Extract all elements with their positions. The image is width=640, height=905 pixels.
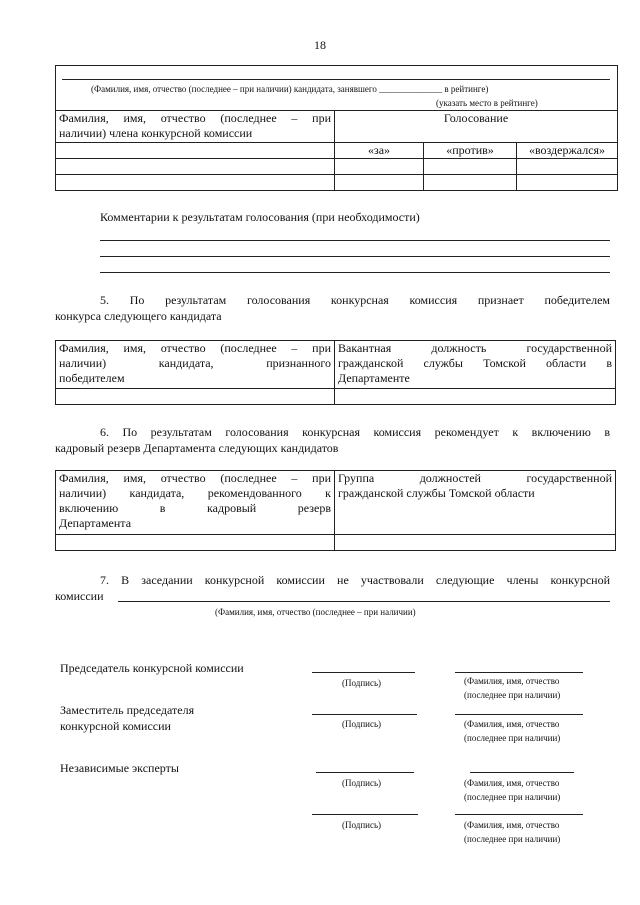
- reserve-header-l1: Фамилия, имя, отчество (последнее – при: [59, 471, 331, 485]
- expert1-name-line[interactable]: [470, 772, 574, 773]
- candidate-name-line: [62, 79, 610, 80]
- sign-label: (Подпись): [342, 719, 382, 729]
- position-header-l1: Группа должностей государственной: [338, 471, 612, 485]
- name-label-l2: (последнее при наличии): [464, 792, 561, 802]
- vacancy-header: [335, 341, 616, 389]
- sign-label: (Подпись): [342, 820, 382, 830]
- comments-title: Комментарии к результатам голосования (при необходимости): [100, 210, 420, 224]
- name-label-l2: (последнее при наличии): [464, 834, 561, 844]
- position-group-header: [335, 471, 616, 535]
- reserve-header-l3: включению в кадровый резерв: [59, 501, 331, 515]
- winner-name-header: [56, 341, 335, 389]
- chair-name-line[interactable]: [455, 672, 583, 673]
- section5-line2: конкурса следующего кандидата: [55, 309, 222, 323]
- table-row: [56, 535, 616, 551]
- table-row: [56, 389, 616, 405]
- member-header-line1: Фамилия, имя, отчество (последнее – при: [59, 111, 331, 125]
- for-header: «за»: [335, 143, 424, 159]
- deputy-name-line[interactable]: [455, 714, 583, 715]
- name-label-l2: (последнее при наличии): [464, 733, 561, 743]
- section6-line2: кадровый резерв Департамента следующих кандидатов: [55, 441, 339, 455]
- reserve-name-header: [56, 471, 335, 535]
- absent-members-line[interactable]: [118, 601, 610, 602]
- deputy-signature-line[interactable]: [312, 714, 417, 715]
- sign-label: (Подпись): [342, 678, 382, 688]
- comment-line[interactable]: [100, 272, 610, 273]
- reserve-header-l4: Департамента: [59, 516, 132, 530]
- candidate-caption-text: (Фамилия, имя, отчество (последнее – при наличии) кандидата, занявшего: [91, 84, 377, 94]
- vacancy-header-l2: гражданской службы Томской области в: [338, 356, 612, 370]
- expert2-name-line[interactable]: [455, 814, 583, 815]
- name-label-l1: (Фамилия, имя, отчество: [464, 778, 560, 788]
- experts-label: Независимые эксперты: [60, 761, 179, 775]
- name-label-l1: (Фамилия, имя, отчество: [464, 820, 560, 830]
- rating-blank[interactable]: ______________: [379, 84, 443, 94]
- member-header-line2: наличии) члена конкурсной комиссии: [59, 126, 253, 140]
- chair-signature-line[interactable]: [312, 672, 415, 673]
- winner-header-l3: победителем: [59, 371, 125, 385]
- position-header-l2: гражданской службы Томской области: [338, 486, 535, 500]
- table-row: [56, 159, 618, 175]
- name-label-l1: (Фамилия, имя, отчество: [464, 676, 560, 686]
- vote-table: [55, 110, 618, 191]
- section7-line2: комиссии: [55, 589, 104, 603]
- member-cell[interactable]: [56, 143, 335, 159]
- expert2-signature-line[interactable]: [312, 814, 418, 815]
- reserve-table: [55, 470, 616, 551]
- sign-label: (Подпись): [342, 778, 382, 788]
- comment-line[interactable]: [100, 256, 610, 257]
- table-row: [56, 175, 618, 191]
- section6-line1: 6. По результатам голосования конкурсная комиссия рекомендует к включению в: [100, 425, 610, 439]
- section7-caption: (Фамилия, имя, отчество (последнее – при наличии): [215, 607, 416, 617]
- abstained-header: «воздержался»: [517, 143, 618, 159]
- name-label-l2: (последнее при наличии): [464, 690, 561, 700]
- deputy-label-l1: Заместитель председателя: [60, 703, 195, 717]
- rating-caption-end: в рейтинге): [444, 84, 489, 94]
- section5-line1: 5. По результатам голосования конкурсная комиссия признает победителем: [100, 293, 610, 307]
- vacancy-header-l1: Вакантная должность государственной: [338, 341, 612, 355]
- vote-header: Голосование: [335, 111, 618, 143]
- winner-header-l2: наличии) кандидата, признанного: [59, 356, 331, 370]
- candidate-box: [55, 65, 618, 112]
- name-label-l1: (Фамилия, имя, отчество: [464, 719, 560, 729]
- winner-header-l1: Фамилия, имя, отчество (последнее – при: [59, 341, 331, 355]
- page-number: 18: [314, 38, 326, 52]
- winner-table: [55, 340, 616, 405]
- vacancy-header-l3: Департаменте: [338, 371, 410, 385]
- section7-line1: 7. В заседании конкурсной комиссии не участвовали следующие члены конкурсной: [100, 573, 610, 587]
- comment-line[interactable]: [100, 240, 610, 241]
- against-header: «против»: [424, 143, 517, 159]
- candidate-caption: [91, 84, 488, 94]
- rating-hint: (указать место в рейтинге): [436, 98, 538, 108]
- chair-label: Председатель конкурсной комиссии: [60, 661, 244, 675]
- member-header: [56, 111, 335, 143]
- reserve-header-l2: наличии) кандидата, рекомендованного к: [59, 486, 331, 500]
- expert1-signature-line[interactable]: [316, 772, 414, 773]
- deputy-label-l2: конкурсной комиссии: [60, 719, 171, 733]
